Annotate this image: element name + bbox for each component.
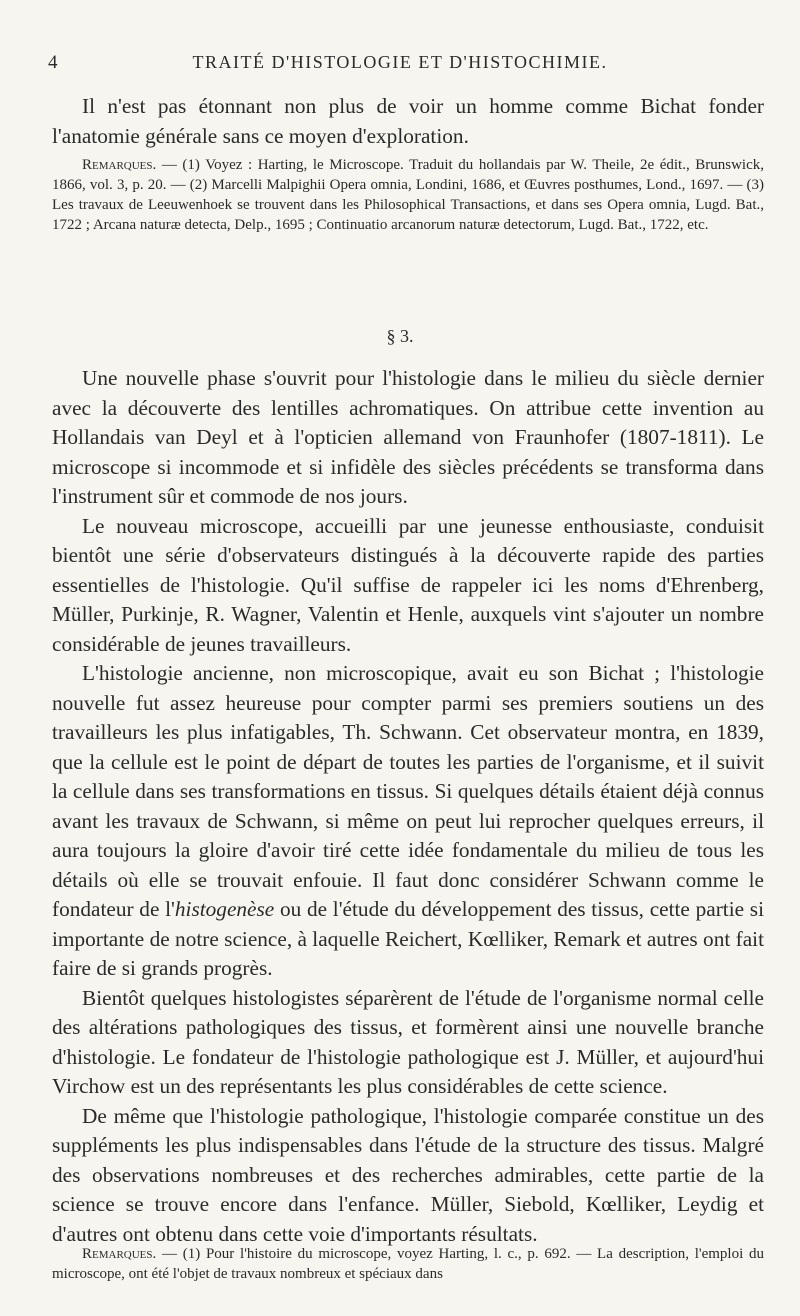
intro-paragraph: Il n'est pas étonnant non plus de voir un homme comme Bichat fonder l'anatomie générale sans ce moyen d'exploration.: [52, 94, 764, 148]
paragraph-5: De même que l'histologie pathologique, l'histologie comparée constitue un des suppléments les plus indispensables dans l'étude de la structure des tissus. Malgré des observations nombreuses et des recherches admirables, cette partie de la science se trouve encore dans l'enfance. Müller, Siebold, Kœlliker, Leydig et d'autres ont obtenu dans cette voie d'importants résultats.: [52, 1103, 764, 1246]
paragraph-3: [52, 659, 764, 984]
paragraph-3-end: ou de l'étude du développement des tissus, cette partie si importante de notre science, à laquelle Reichert, Kœlliker, Remark et autres ont fait faire de si grands progrès.: [52, 897, 764, 980]
histogenese-term: histogenèse: [174, 897, 275, 921]
notes-text-bottom: — (1) Pour l'histoire du microscope, voyez Harting, l. c., p. 692. — La description, l'emploi du microscope, ont été l'objet de travaux nombreux et spéciaux dans: [52, 1246, 764, 1282]
paragraph-4: Bientôt quelques histologistes séparèrent de l'étude de l'organisme normal celle des altérations pathologiques des tissus, et formèrent ainsi une nouvelle branche d'histologie. Le fondateur de l'histologie pathologique est J. Müller, et aujourd'hui Virchow est un des représentants les plus considérables de cette science.: [52, 985, 764, 1098]
page-number: 4: [48, 52, 58, 73]
section-heading: § 3.: [386, 326, 414, 346]
notes-label-bottom: Remarques.: [82, 1246, 157, 1262]
footnote-block-bottom: [52, 1244, 764, 1284]
intro-block: [52, 92, 764, 151]
running-title: TRAITÉ D'HISTOLOGIE ET D'HISTOCHIMIE.: [192, 52, 608, 72]
main-text: [52, 364, 764, 1249]
paragraph-2: Le nouveau microscope, accueilli par une jeunesse enthousiaste, conduisit bientôt une série d'observateurs distingués à la découverte rapide des parties essentielles de l'histologie. Qu'il suffise de rappeler ici les noms d'Ehrenberg, Müller, Purkinje, R. Wagner, Valentin et Henle, auxquels vint s'ajouter un nombre considérable de jeunes travailleurs.: [52, 513, 764, 656]
paragraph-3-start: L'histologie ancienne, non microscopique, avait eu son Bichat ; l'histologie nouvelle fut assez heureuse pour compter parmi ses premiers soutiens un des travailleurs les plus infatigables, Th. Schwann. Cet observateur montra, en 1839, que la cellule est le point de départ de toutes les parties de l'organisme, et il suivit la cellule dans ses transformations en tissus. Si quelques détails étaient déjà connus avant les travaux de Schwann, si même on peut lui reprocher quelques erreurs, il aura toujours la gloire d'avoir tiré cette idée fondamentale du milieu de tous les détails où elle se trouvait enfouie. Il faut donc considérer Schwann comme le fondateur de l': [52, 661, 764, 921]
running-head: [48, 52, 752, 76]
notes-bottom: [52, 1244, 764, 1284]
footnote-block: [52, 155, 764, 235]
notes-label: Remarques.: [82, 157, 157, 173]
notes-top: [52, 155, 764, 235]
paragraph-1: Une nouvelle phase s'ouvrit pour l'histologie dans le milieu du siècle dernier avec la découverte des lentilles achromatiques. On attribue cette invention au Hollandais van Deyl et à l'opticien allemand von Fraunhofer (1807-1811). Le microscope si incommode et si infidèle des siècles précédents se transforma dans l'instrument sûr et commode de nos jours.: [52, 366, 764, 508]
notes-text: — (1) Voyez : Harting, le Microscope. Traduit du hollandais par W. Theile, 2e édit., Brunswick, 1866, vol. 3, p. 20. — (2) Marcelli Malpighii Opera omnia, Londini, 1686, et Œuvres posthumes, Lond., 1697. — (3) Les travaux de Leeuwenhoek se trouvent dans les Philosophical Transactions, et dans ses Opera omnia, Lugd. Bat., 1722 ; Arcana naturæ detecta, Delp., 1695 ; Continuatio arcanorum naturæ detectorum, Lugd. Bat., 1722, etc.: [52, 157, 765, 233]
